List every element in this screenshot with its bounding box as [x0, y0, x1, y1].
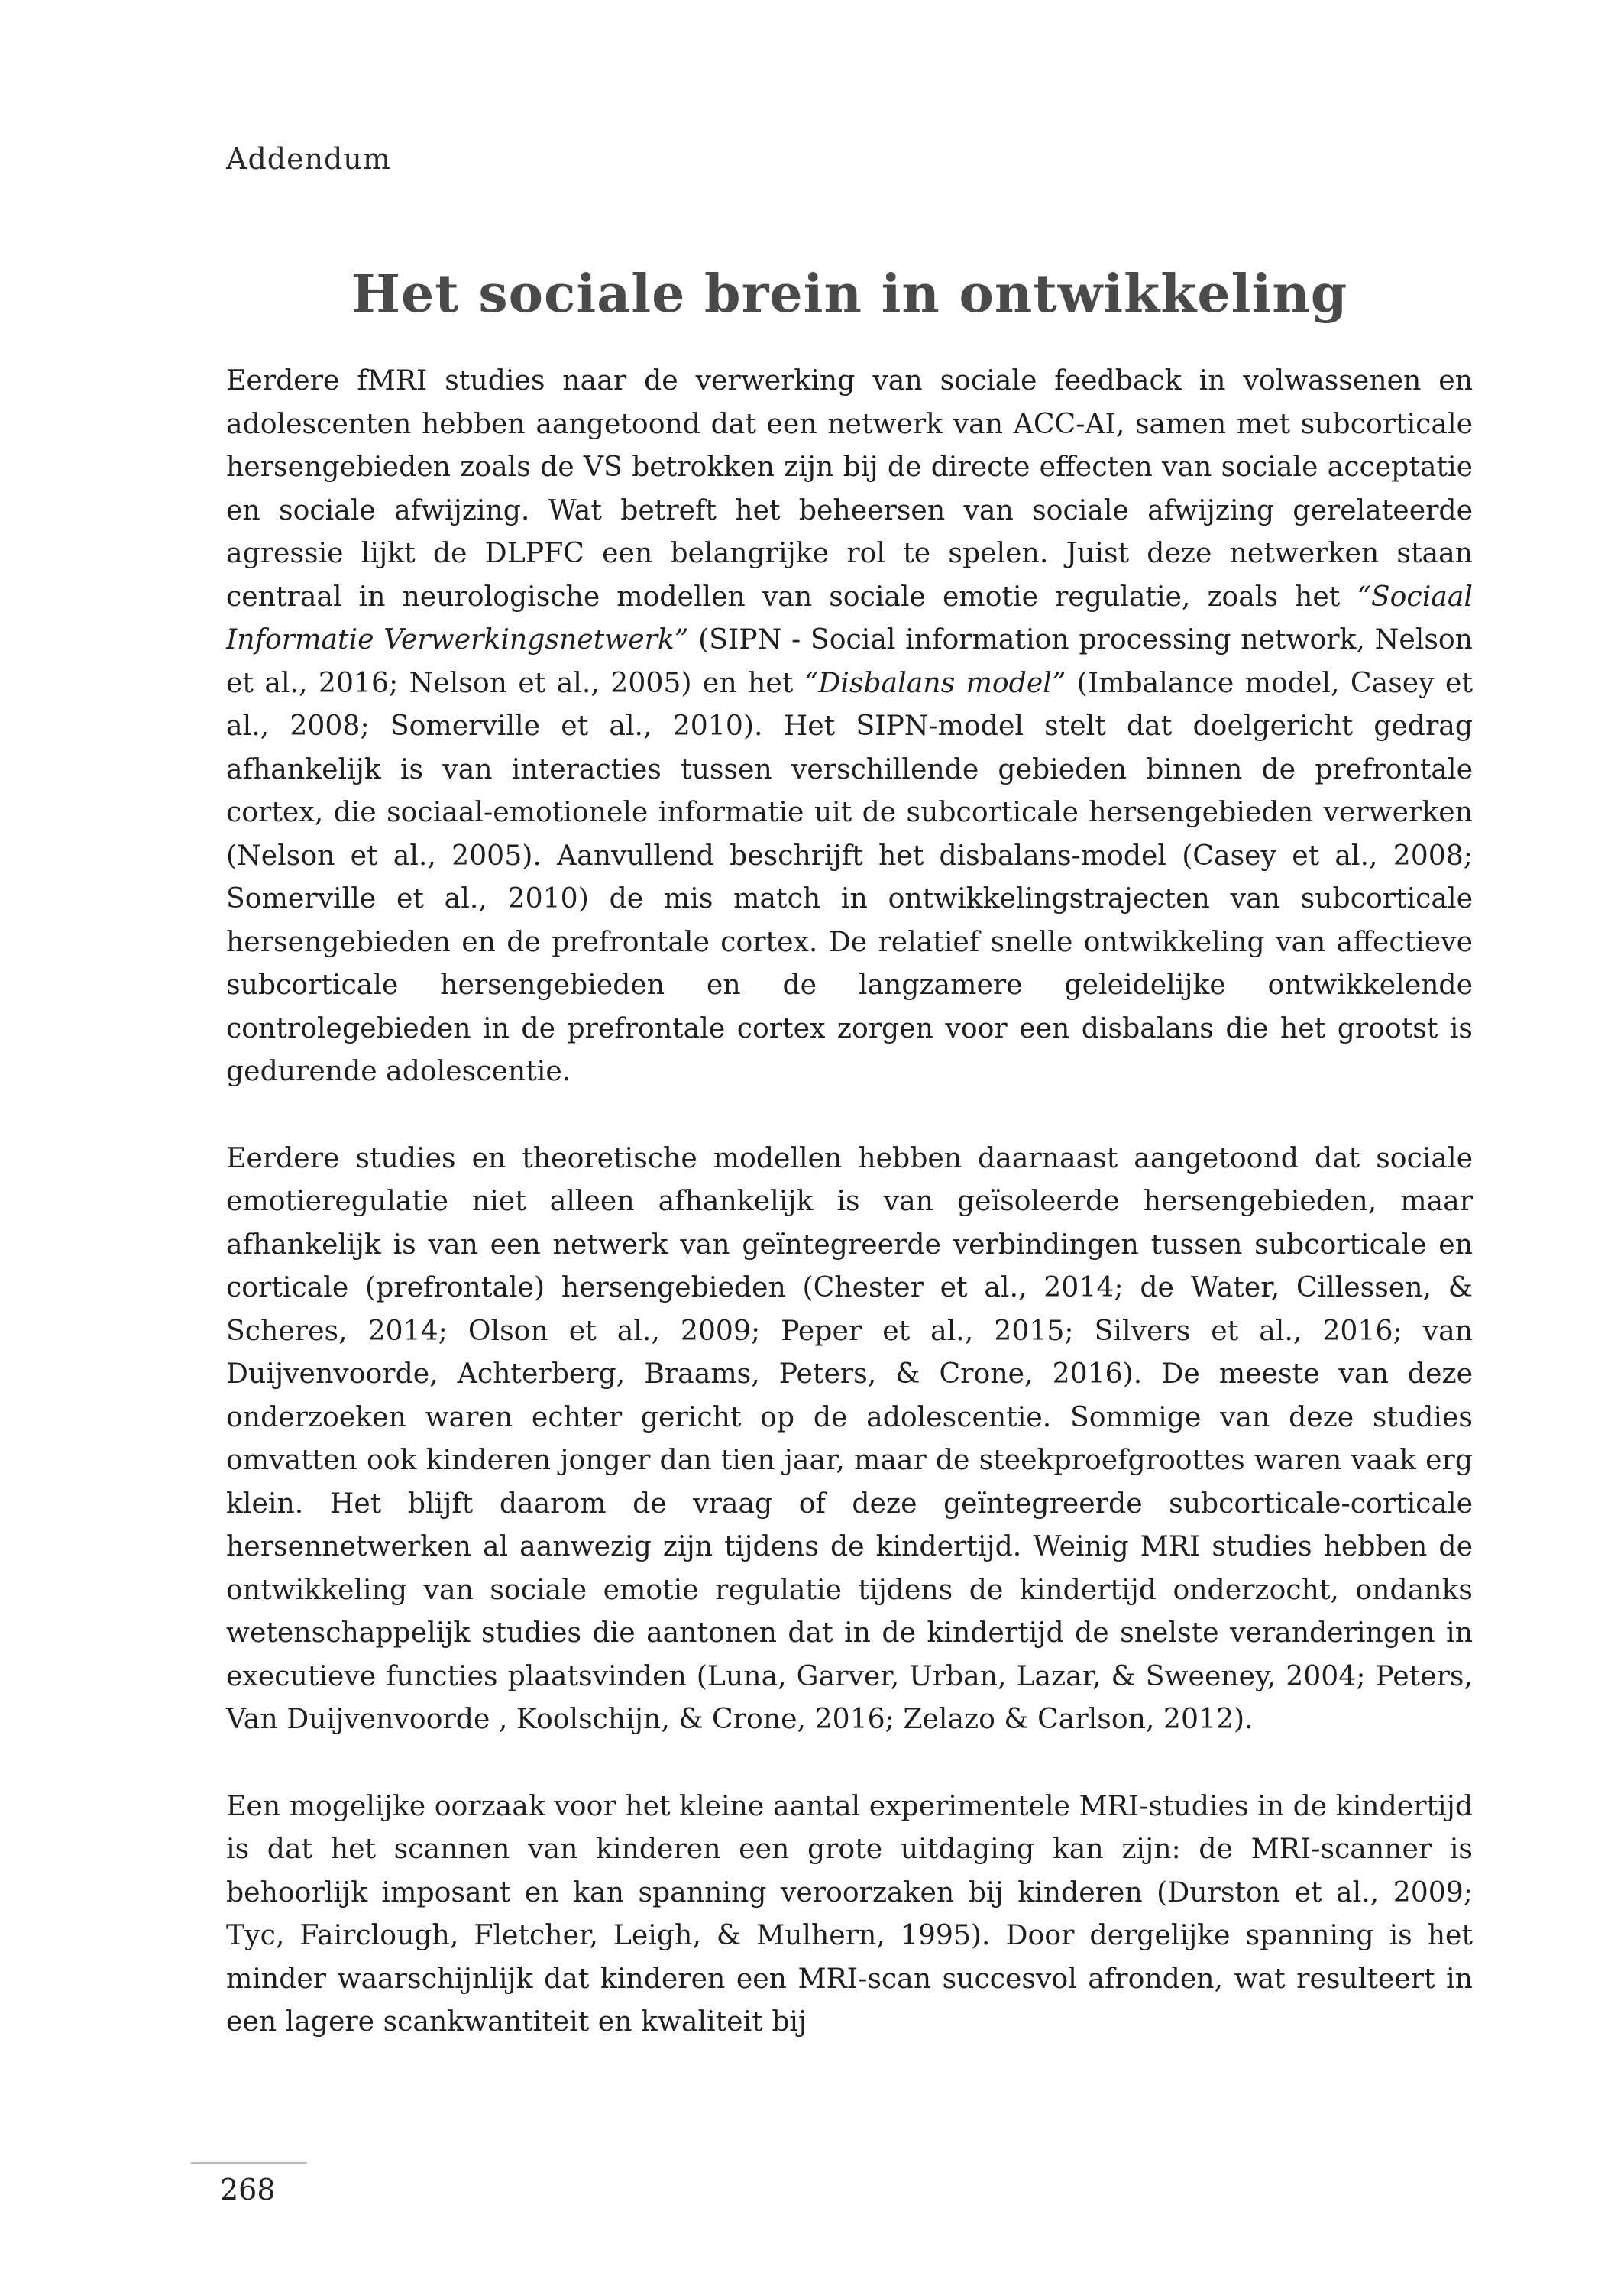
paragraph-1-text-c: (Imbalance model, Casey et al., 2008; Somerville et al., 2010). Het SIPN-model stelt dat doelgericht gedrag afhankelijk is van interacties tussen verschillende gebieden binnen de prefrontale cortex, die sociaal-emotionele informatie uit de subcorticale hersengebieden verwerken (Nelson et al., 2005). Aanvullend beschrijft het disbalans-model (Casey et al., 2008; Somerville et al., 2010) de mis match in ontwikkelingstrajecten van subcorticale hersengebieden en de prefrontale cortex. De relatief snelle ontwikkeling van affectieve subcorticale hersengebieden en de langzamere geleidelijke ontwikkelende controlegebieden in de prefrontale cortex zorgen voor een disbalans die het grootst is gedurende adolescentie.: [226, 665, 1473, 1087]
body-text: [226, 359, 1473, 2087]
paragraph-2: Eerdere studies en theoretische modellen hebben daarnaast aangetoond dat sociale emotieregulatie niet alleen afhankelijk is van geïsoleerde hersengebieden, maar afhankelijk is van een netwerk van geïntegreerde verbindingen tussen subcorticale en corticale (prefrontale) hersengebieden (Chester et al., 2014; de Water, Cillessen, & Scheres, 2014; Olson et al., 2009; Peper et al., 2015; Silvers et al., 2016; van Duijvenvoorde, Achterberg, Braams, Peters, & Crone, 2016). De meeste van deze onderzoeken waren echter gericht op de adolescentie. Sommige van deze studies omvatten ook kinderen jonger dan tien jaar, maar de steekproefgroottes waren vaak erg klein. Het blijft daarom de vraag of deze geïntegreerde subcorticale-corticale hersennetwerken al aanwezig zijn tijdens de kindertijd. Weinig MRI studies hebben de ontwikkeling van sociale emotie regulatie tijdens de kindertijd onderzocht, ondanks wetenschappelijk studies die aantonen dat in de kindertijd de snelste veranderingen in executieve functies plaatsvinden (Luna, Garver, Urban, Lazar, & Sweeney, 2004; Peters, Van Duijvenvoorde , Koolschijn, & Crone, 2016; Zelazo & Carlson, 2012).: [226, 1141, 1473, 1735]
paragraph-1: [226, 359, 1473, 1093]
page-number: 268: [220, 2173, 276, 2206]
footer-divider: [191, 2162, 307, 2164]
paragraph-1-text-b: (SIPN - Social information processing network, Nelson et al., 2016; Nelson et al., 2005) en het: [226, 623, 1473, 699]
paragraph-1-text-a: Eerdere fMRI studies naar de verwerking van sociale feedback in volwassenen en adolescenten hebben aangetoond dat een netwerk van ACC-AI, samen met subcorticale hersengebieden zoals de VS betrokken zijn bij de directe effecten van sociale acceptatie en sociale afwijzing. Wat betreft het beheersen van sociale afwijzing gerelateerde agressie lijkt de DLPFC een belangrijke rol te spelen. Juist deze netwerken staan centraal in neurologische modellen van sociale emotie regulatie, zoals het: [226, 364, 1473, 613]
paragraph-1-italic-disbalans: “Disbalans model”: [804, 665, 1066, 699]
paragraph-3: Een mogelijke oorzaak voor het kleine aantal experimentele MRI-studies in de kindertijd is dat het scannen van kinderen een grote uitdaging kan zijn: de MRI-scanner is behoorlijk imposant en kan spanning veroorzaken bij kinderen (Durston et al., 2009; Tyc, Fairclough, Fletcher, Leigh, & Mulhern, 1995). Door dergelijke spanning is het minder waarschijnlijk dat kinderen een MRI-scan succesvol afronden, wat resulteert in een lagere scankwantiteit en kwaliteit bij: [226, 1789, 1473, 2038]
paragraph-1-italic-sipn: “Sociaal Informatie Verwerkingsnetwerk”: [226, 579, 1473, 656]
running-header: Addendum: [226, 142, 391, 176]
page-title: Het sociale brein in ontwikkeling: [351, 264, 1348, 325]
